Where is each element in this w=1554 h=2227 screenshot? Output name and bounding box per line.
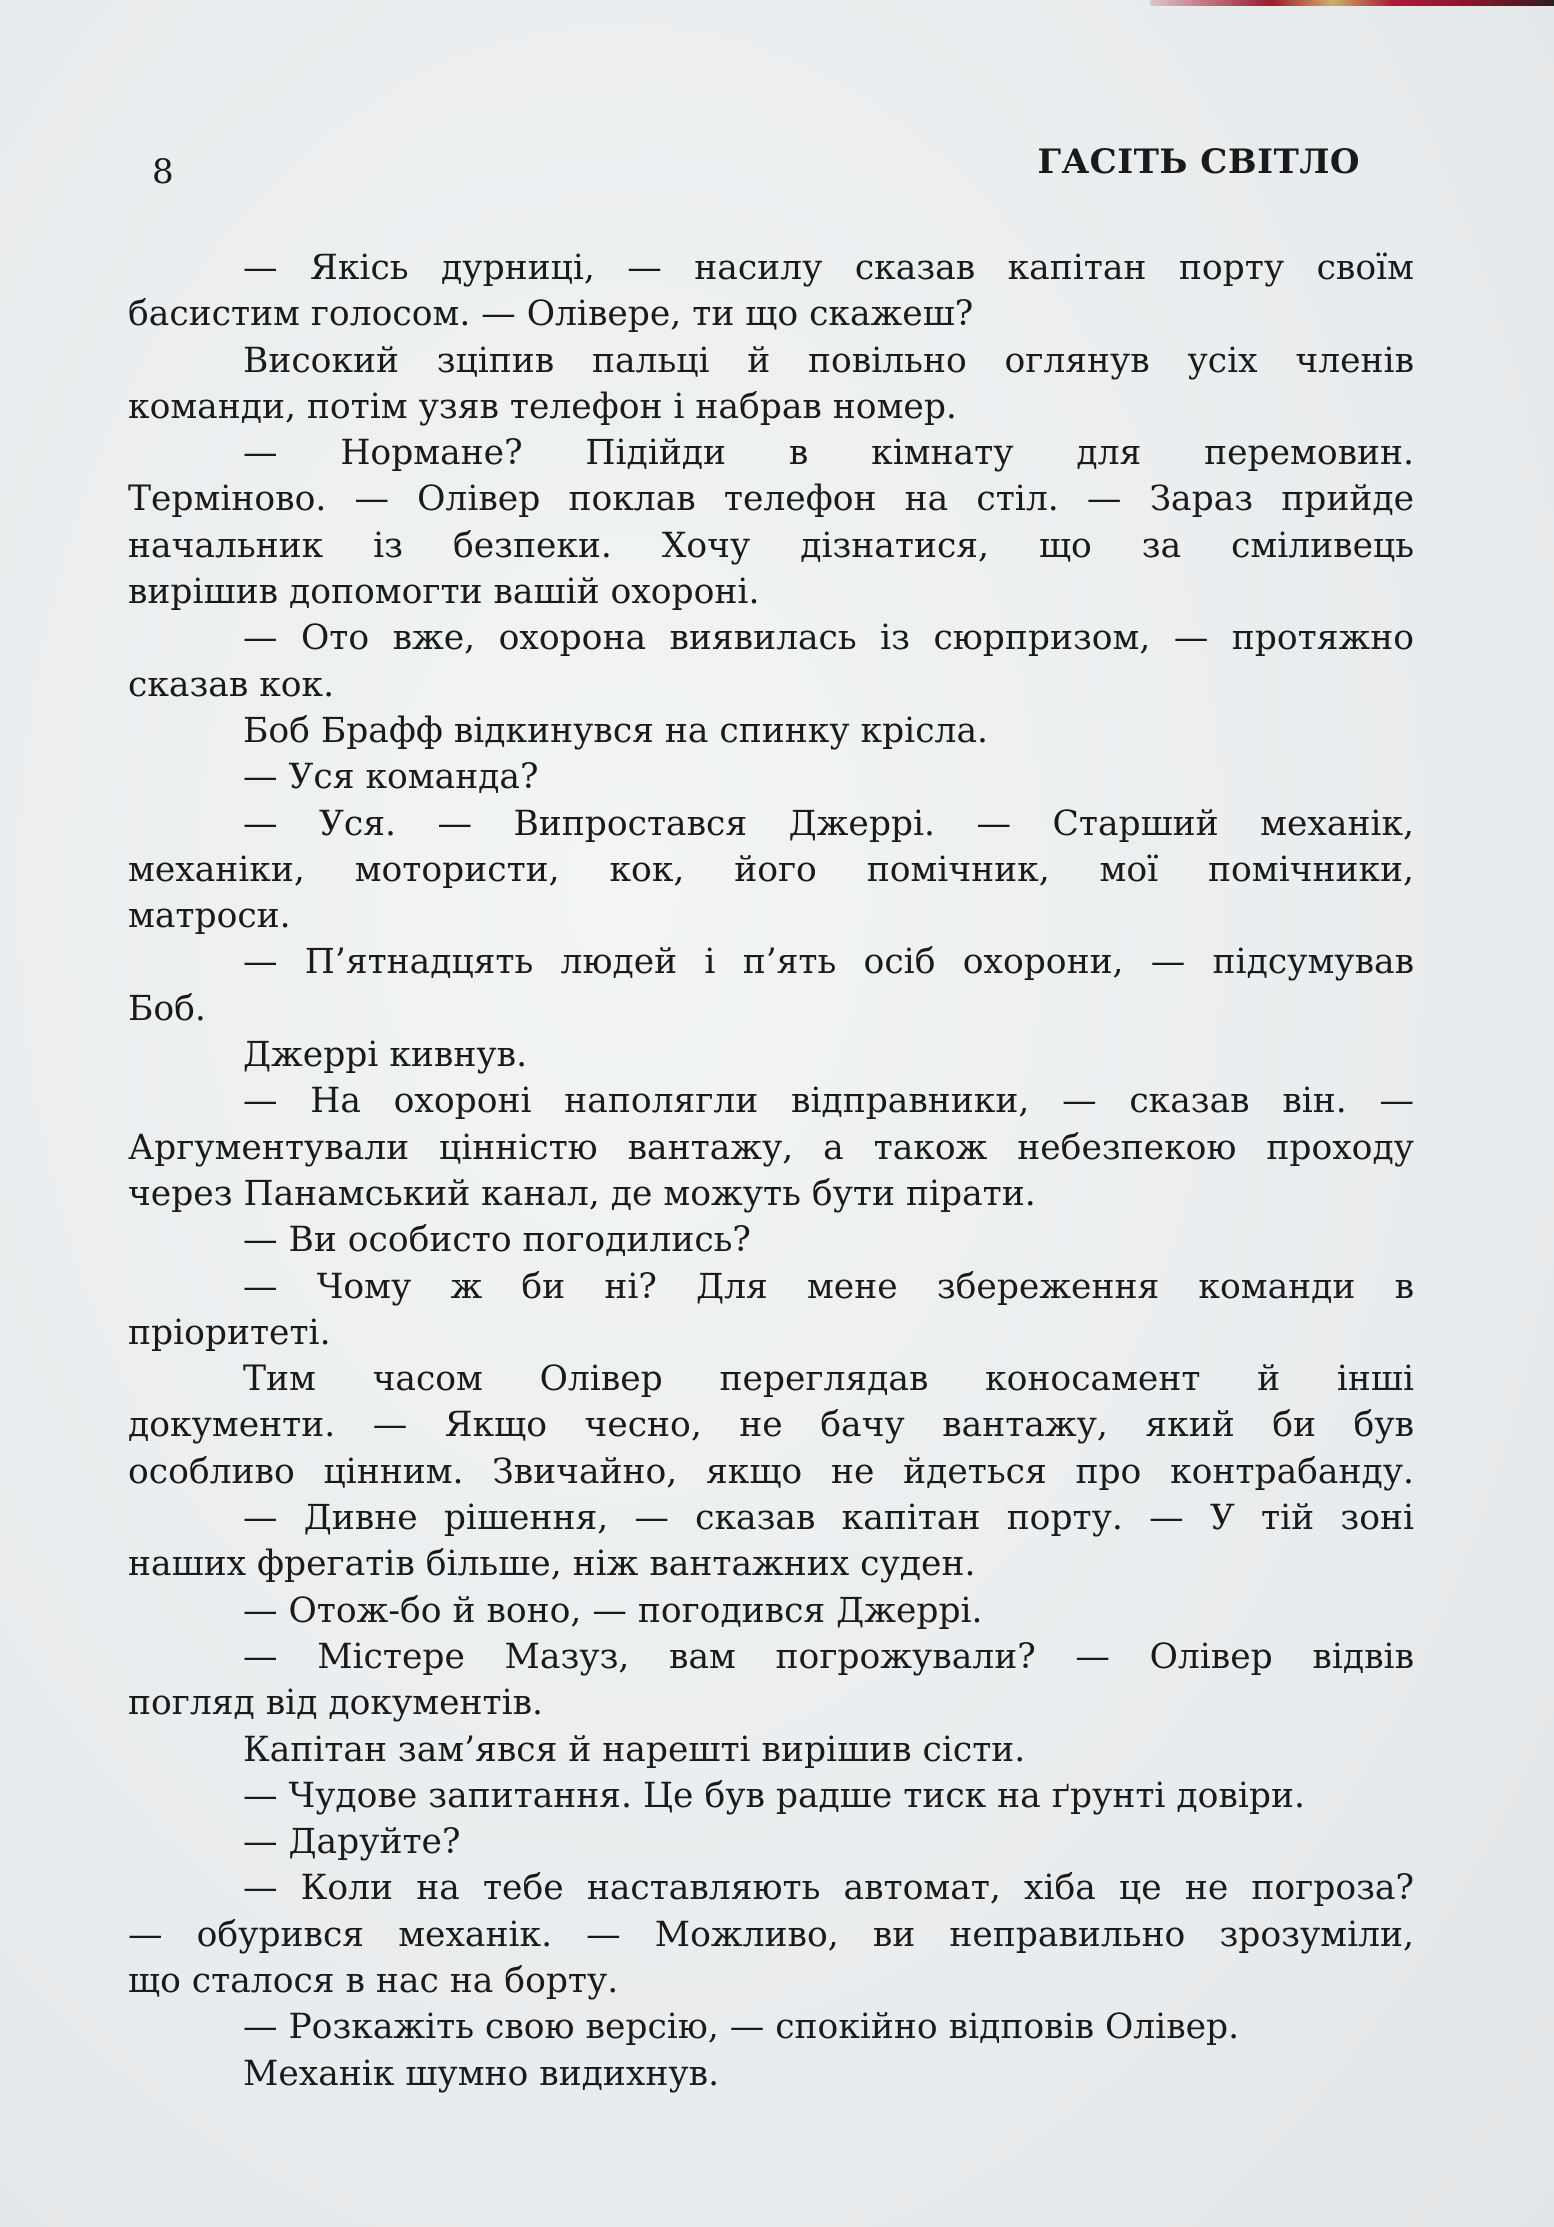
- text-line: що сталося в нас на борту.: [128, 1960, 619, 2001]
- text-line: — Нормане? Підійди в кімнату для перемовин.: [243, 433, 1414, 474]
- text-line: наших фрегатів більше, ніж вантажних суден.: [128, 1544, 976, 1585]
- text-line: — Якісь дурниці, — насилу сказав капітан порту своїм: [243, 248, 1414, 288]
- text-line: — Даруйте?: [243, 1822, 461, 1863]
- book-cover-edge: [1150, 0, 1554, 6]
- text-line: погляд від документів.: [128, 1683, 544, 1724]
- text-line: басистим голосом. — Олівере, ти що скажеш?: [128, 294, 974, 335]
- text-line: документи. — Якщо чесно, не бачу вантажу, який би був: [128, 1405, 1414, 1446]
- running-title: ГАСІТЬ СВІТЛО: [1037, 142, 1360, 182]
- text-line: через Панамський канал, де можуть бути пірати.: [128, 1173, 1036, 1214]
- text-line: — Чому ж би ні? Для мене збереження команди в: [243, 1266, 1414, 1307]
- text-line: Боб Брафф відкинувся на спинку крісла.: [243, 710, 988, 751]
- text-line: команди, потім узяв телефон і набрав номер.: [128, 386, 957, 427]
- text-line: — П’ятнадцять людей і п’ять осіб охорони, — підсумував: [243, 942, 1414, 983]
- text-line: Джеррі кивнув.: [243, 1035, 528, 1076]
- text-line: — Ото вже, охорона виявилась із сюрпризом, — протяжно: [243, 618, 1414, 659]
- text-line: — Уся команда?: [243, 757, 539, 798]
- text-line: Механік шумно видихнув.: [243, 2053, 720, 2094]
- text-line: — Чудове запитання. Це був радше тиск на ґрунті довіри.: [243, 1775, 1305, 1816]
- text-line: — Містере Мазуз, вам погрожували? — Олівер відвів: [243, 1636, 1414, 1677]
- text-line: — На охороні наполягли відправники, — сказав він. —: [243, 1081, 1414, 1122]
- text-line: — Коли на тебе наставляють автомат, хіба це не погроза?: [243, 1868, 1414, 1909]
- text-line: — обурився механік. — Можливо, ви неправильно зрозуміли,: [128, 1914, 1414, 1955]
- page-number: 8: [152, 152, 174, 192]
- text-line: начальник із безпеки. Хочу дізнатися, що за сміливець: [128, 525, 1414, 566]
- text-line: Терміново. — Олівер поклав телефон на стіл. — Зараз прийде: [128, 479, 1414, 520]
- text-line: Високий зціпив пальці й повільно оглянув усіх членів: [243, 340, 1414, 381]
- body-text: [128, 245, 1414, 2097]
- text-line: — Дивне рішення, — сказав капітан порту. — У тій зоні: [243, 1498, 1414, 1539]
- text-line: Аргументували цінністю вантажу, а також небезпекою проходу: [128, 1127, 1414, 1168]
- text-line: Капітан зам’явся й нарешті вирішив сісти.: [243, 1729, 1026, 1770]
- text-line: — Отож-бо й воно, — погодився Джеррі.: [243, 1590, 983, 1631]
- text-line: особливо цінним. Звичайно, якщо не йдеться про контрабанду.: [128, 1451, 1414, 1492]
- text-line: — Уся. — Випростався Джеррі. — Старший механік,: [243, 803, 1414, 844]
- text-line: — Ви особисто погодились?: [243, 1220, 751, 1261]
- text-line: механіки, мотористи, кок, його помічник, мої помічники,: [128, 849, 1414, 890]
- text-line: Боб.: [128, 988, 206, 1029]
- text-line: сказав кок.: [128, 664, 335, 705]
- text-line: вирішив допомогти вашій охороні.: [128, 572, 760, 613]
- text-line: пріоритеті.: [128, 1312, 331, 1353]
- text-line: Тим часом Олівер переглядав коносамент й інші: [243, 1359, 1414, 1400]
- text-line: — Розкажіть свою версію, — спокійно відповів Олівер.: [243, 2007, 1240, 2048]
- page-header: [152, 142, 1360, 192]
- text-line: матроси.: [128, 896, 291, 937]
